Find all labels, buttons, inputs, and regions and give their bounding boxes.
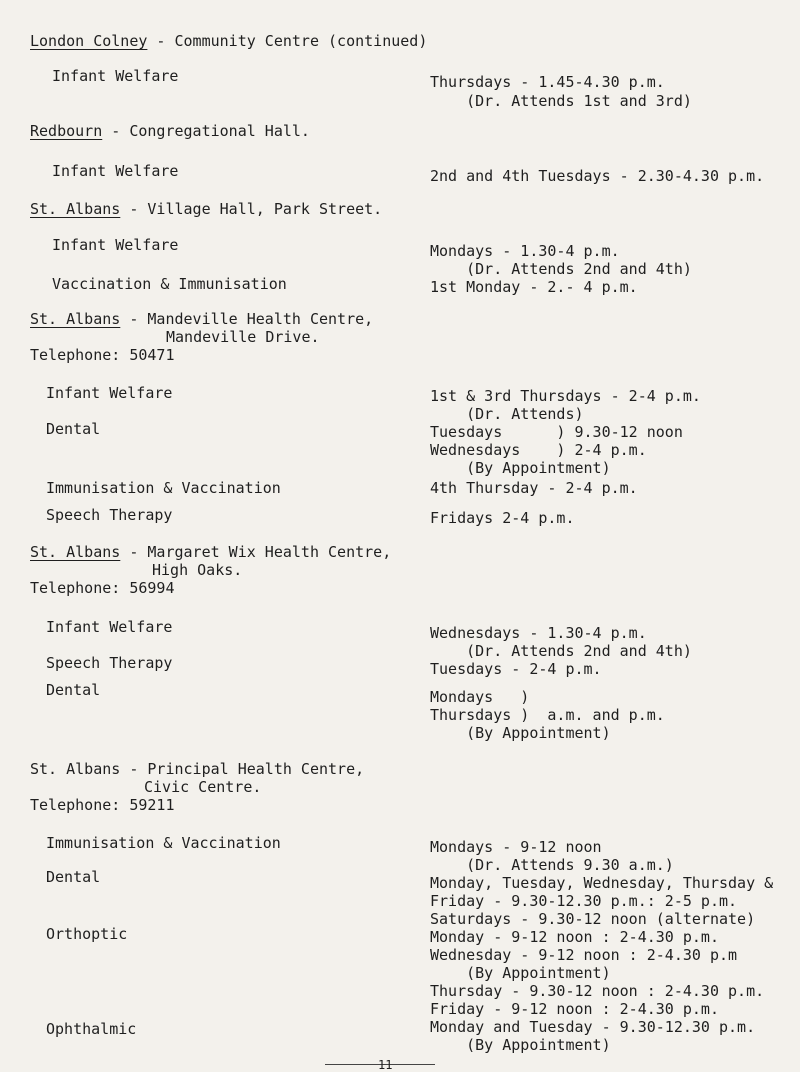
place-name: St. Albans: [30, 200, 121, 218]
venue-address: Civic Centre.: [144, 778, 262, 796]
telephone: Telephone: 50471: [30, 346, 175, 364]
venue: - Village Hall, Park Street.: [120, 200, 383, 218]
place-name: Redbourn: [30, 122, 103, 140]
place-name: St. Albans: [30, 760, 121, 778]
section-heading: [30, 543, 391, 561]
schedule-line: (Dr. Attends): [430, 405, 584, 423]
service-name: Speech Therapy: [46, 654, 173, 672]
schedule-line: Tuesdays ) 9.30-12 noon: [430, 423, 683, 441]
schedule-line: Thursdays ) a.m. and p.m.: [430, 706, 665, 724]
schedule-line: (Dr. Attends 9.30 a.m.): [430, 856, 674, 874]
section-heading: [30, 32, 427, 50]
telephone: Telephone: 56994: [30, 579, 175, 597]
page-number: 11: [378, 1058, 393, 1072]
place-name: London Colney: [30, 32, 148, 50]
schedule-line: (By Appointment): [430, 964, 611, 982]
schedule-line: (By Appointment): [430, 724, 611, 742]
section-heading: [30, 200, 382, 218]
schedule-line: Mondays ): [430, 688, 530, 706]
service-name: Immunisation & Vaccination: [46, 834, 281, 852]
service-name: Vaccination & Immunisation: [52, 275, 287, 293]
schedule-line: 2nd and 4th Tuesdays - 2.30-4.30 p.m.: [430, 167, 765, 185]
place-name: St. Albans: [30, 310, 121, 328]
schedule-line: Mondays - 9-12 noon: [430, 838, 602, 856]
venue: - Mandeville Health Centre,: [120, 310, 374, 328]
service-name: Dental: [46, 868, 101, 886]
service-name: Infant Welfare: [46, 384, 173, 402]
service-name: Ophthalmic: [46, 1020, 137, 1038]
venue: - Congregational Hall.: [102, 122, 310, 140]
service-name: Speech Therapy: [46, 506, 173, 524]
schedule-line: Wednesdays ) 2-4 p.m.: [430, 441, 647, 459]
service-name: Dental: [46, 681, 101, 699]
schedule-line: Saturdays - 9.30-12 noon (alternate): [430, 910, 756, 928]
schedule-line: (Dr. Attends 2nd and 4th): [430, 642, 692, 660]
schedule-line: Thursdays - 1.45-4.30 p.m.: [430, 73, 665, 91]
schedule-line: Wednesday - 9-12 noon : 2-4.30 p.m: [430, 946, 738, 964]
schedule-line: 1st & 3rd Thursdays - 2-4 p.m.: [430, 387, 701, 405]
service-name: Immunisation & Vaccination: [46, 479, 281, 497]
schedule-line: Thursday - 9.30-12 noon : 2-4.30 p.m.: [430, 982, 765, 1000]
schedule-line: (By Appointment): [430, 1036, 611, 1054]
venue: - Margaret Wix Health Centre,: [120, 543, 392, 561]
schedule-line: Monday, Tuesday, Wednesday, Thursday &: [430, 874, 774, 892]
venue-address: Mandeville Drive.: [166, 328, 320, 346]
schedule-line: (Dr. Attends 1st and 3rd): [430, 92, 692, 110]
schedule-line: 4th Thursday - 2-4 p.m.: [430, 479, 638, 497]
schedule-line: Tuesdays - 2-4 p.m.: [430, 660, 602, 678]
schedule-line: Monday - 9-12 noon : 2-4.30 p.m.: [430, 928, 719, 946]
service-name: Infant Welfare: [52, 236, 179, 254]
schedule-line: (By Appointment): [430, 459, 611, 477]
service-name: Dental: [46, 420, 101, 438]
schedule-line: Fridays 2-4 p.m.: [430, 509, 575, 527]
schedule-line: Friday - 9.30-12.30 p.m.: 2-5 p.m.: [430, 892, 738, 910]
service-name: Orthoptic: [46, 925, 128, 943]
service-name: Infant Welfare: [46, 618, 173, 636]
schedule-line: Mondays - 1.30-4 p.m.: [430, 242, 620, 260]
schedule-line: 1st Monday - 2.- 4 p.m.: [430, 278, 638, 296]
schedule-line: Monday and Tuesday - 9.30-12.30 p.m.: [430, 1018, 756, 1036]
service-name: Infant Welfare: [52, 162, 179, 180]
service-name: Infant Welfare: [52, 67, 179, 85]
venue: - Principal Health Centre,: [120, 760, 365, 778]
section-heading: [30, 122, 310, 140]
schedule-line: Wednesdays - 1.30-4 p.m.: [430, 624, 647, 642]
venue-address: High Oaks.: [152, 561, 243, 579]
place-name: St. Albans: [30, 543, 121, 561]
schedule-line: (Dr. Attends 2nd and 4th): [430, 260, 692, 278]
telephone: Telephone: 59211: [30, 796, 175, 814]
schedule-line: Friday - 9-12 noon : 2-4.30 p.m.: [430, 1000, 719, 1018]
section-heading: [30, 760, 364, 778]
section-heading: [30, 310, 373, 328]
venue: - Community Centre (continued): [147, 32, 428, 50]
